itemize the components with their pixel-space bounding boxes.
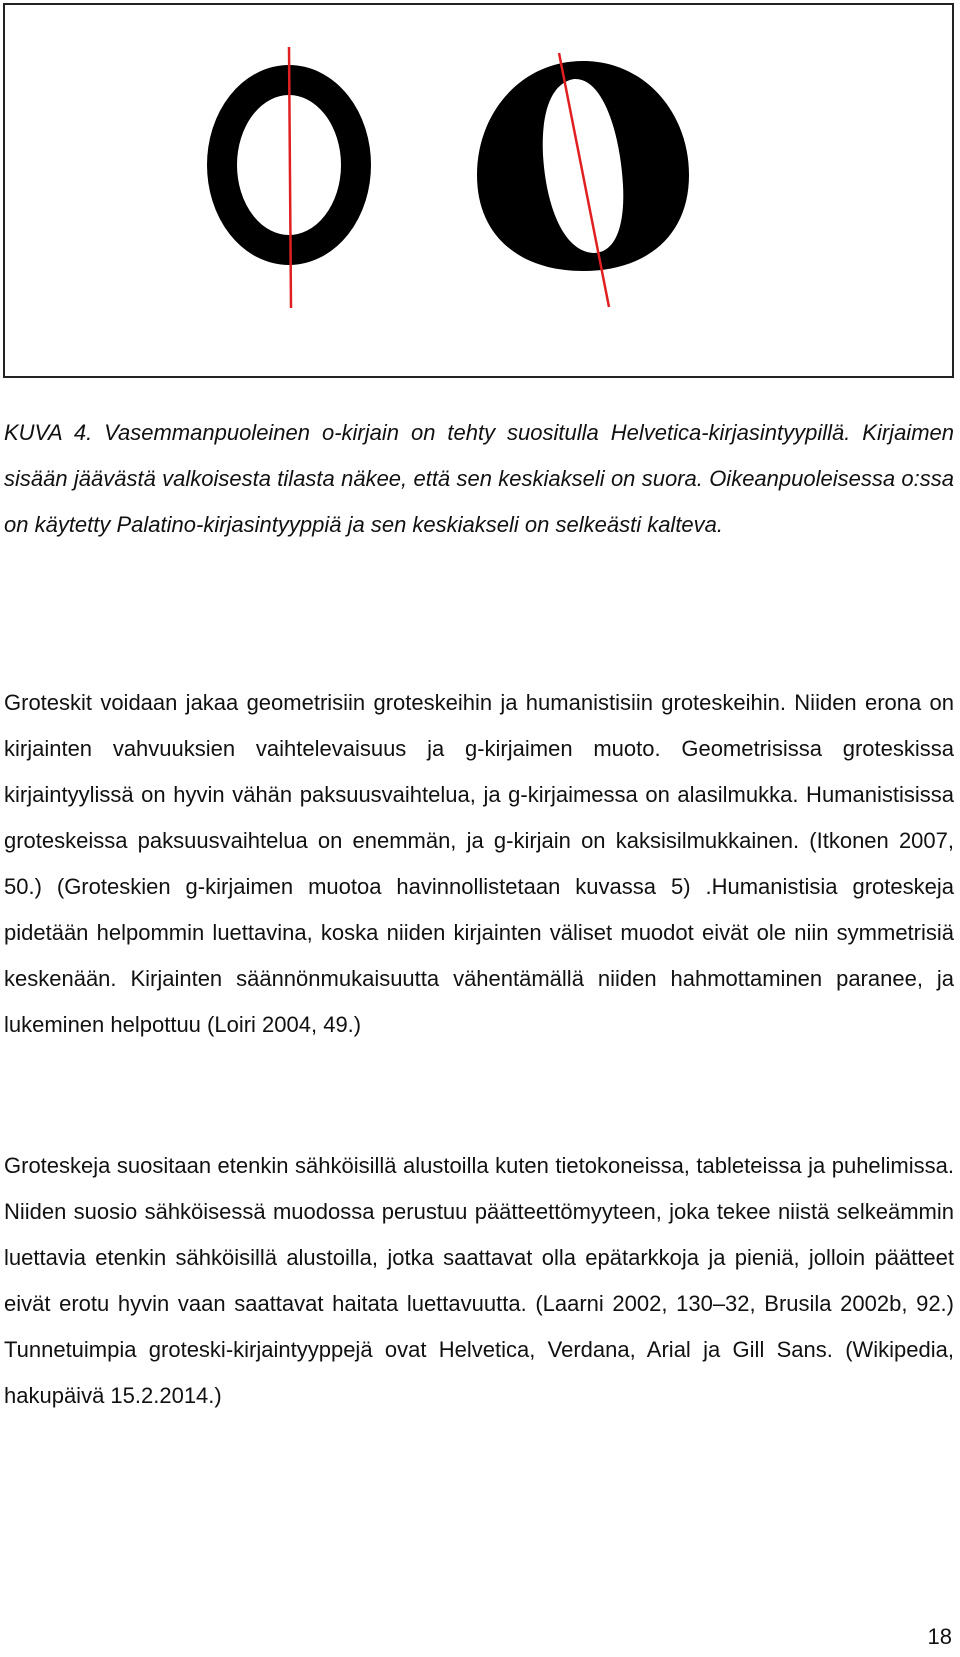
- body-paragraph-groteskit: Groteskit voidaan jakaa geometrisiin groteskeihin ja humanistisiin groteskeihin. Niiden erona on kirjainten vahvuuksien vaihtelevaisuus ja g-kirjaimen muoto. Geometrisissa groteskissa kirjaintyylissä on hyvin vähän paksuusvaihtelua, ja g-kirjaimessa on alasilmukka. Humanistisissa groteskeissa paksuusvaihtelua on enemmän, ja g-kirjain on kaksisilmukkainen. (Itkonen 2007, 50.) (Groteskien g-kirjaimen muotoa havinnollistetaan kuvassa 5) .Humanistisia groteskeja pidetään helpommin luettavina, koska niiden kirjainten väliset muodot eivät ole niin symmetrisiä keskenään. Kirjainten säännönmukaisuutta vähentämällä niiden hahmottaminen paranee, ja lukeminen helpottuu (Loiri 2004, 49.): [4, 690, 954, 1037]
- figure-caption: KUVA 4. Vasemmanpuoleinen o-kirjain on tehty suositulla Helvetica-kirjasintyypillä. Kirjaimen sisään jäävästä valkoisesta tilasta näkee, että sen keskiakseli on suora. Oikeanpuoleisessa o:ssa on käytetty Palatino-kirjasintyyppiä ja sen keskiakseli on selkeästi kalteva.: [4, 420, 954, 537]
- letter-o-palatino: [477, 61, 689, 271]
- body-paragraph-sahkoiset-alustat: Groteskeja suositaan etenkin sähköisillä alustoilla kuten tietokoneissa, tableteissa ja puhelimissa. Niiden suosio sähköisessä muodossa perustuu päätteettömyyteen, joka tekee niistä selkeämmin luettavia etenkin sähköisillä alustoilla, jotka saattavat olla epätarkkoja ja pieniä, jolloin päätteet eivät erotu hyvin vaan saattavat haitata luettavuutta. (Laarni 2002, 130–32, Brusila 2002b, 92.) Tunnetuimpia groteski-kirjaintyyppejä ovat Helvetica, Verdana, Arial ja Gill Sans. (Wikipedia, hakupäivä 15.2.2014.): [4, 1153, 954, 1408]
- figure-frame: [3, 3, 954, 378]
- page-number: 18: [927, 1624, 952, 1649]
- letter-o-comparison-illustration: [5, 5, 952, 376]
